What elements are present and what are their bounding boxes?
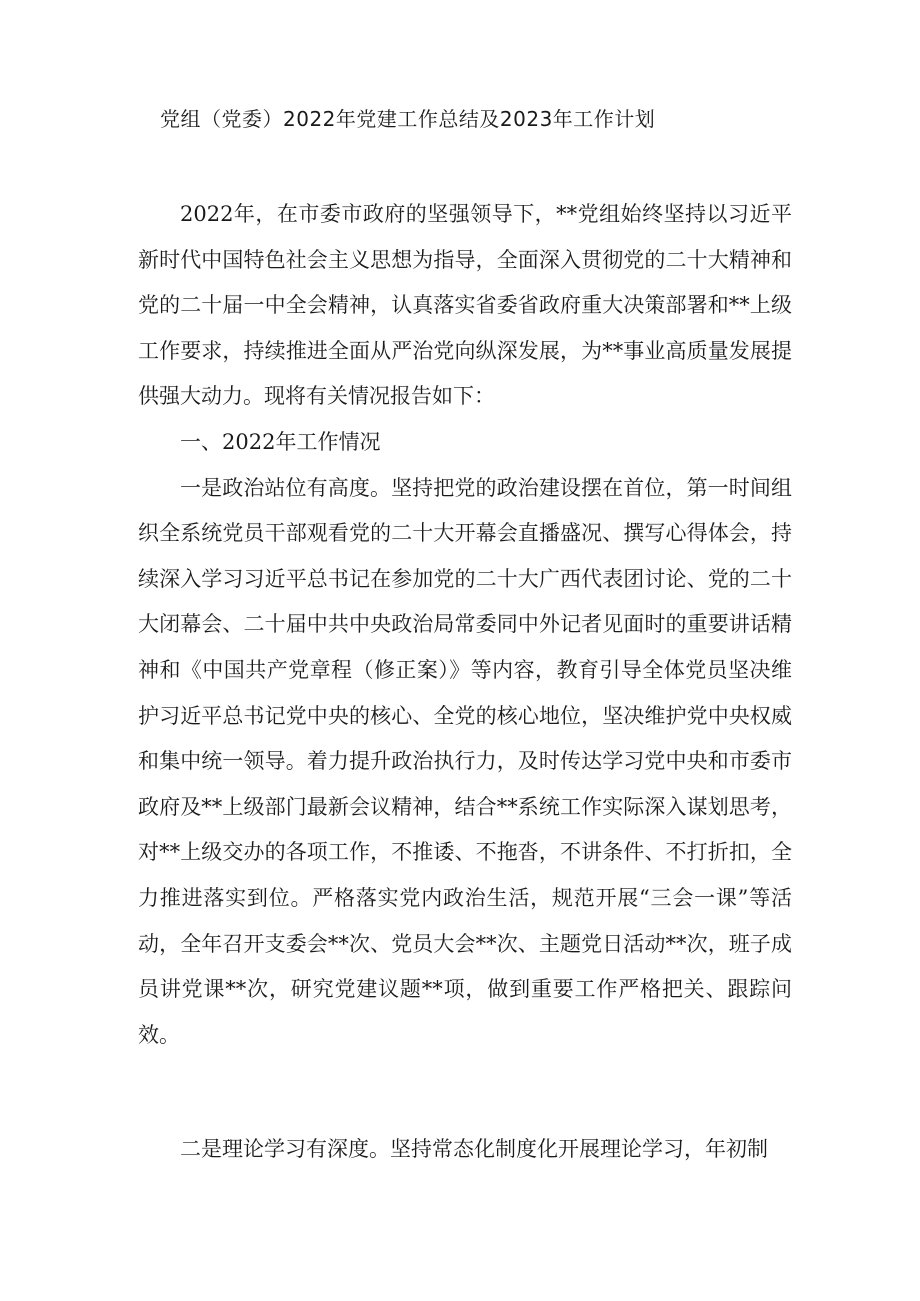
document-body <box>138 192 792 1058</box>
document-body-continued <box>138 1127 792 1173</box>
intro-paragraph: 2022年，在市委市政府的坚强领导下，**党组始终坚持以习近平新时代中国特色社会主义思想为指导，全面深入贯彻党的二十大精神和党的二十届一中全会精神，认真落实省委省政府重大决策部署和**上级工作要求，持续推进全面从严治党向纵深发展，为**事业高质量发展提供强大动力。现将有关情况报告如下： <box>138 202 792 409</box>
point-one-paragraph: 一是政治站位有高度。坚持把党的政治建设摆在首位，第一时间组织全系统党员干部观看党的二十大开幕会直播盛况、撰写心得体会，持续深入学习习近平总书记在参加党的二十大广西代表团讨论、党的二十大闭幕会、二十届中共中央政治局常委同中外记者见面时的重要讲话精神和《中国共产党章程（修正案）》等内容，教育引导全体党员坚决维护习近平总书记党中央的核心、全党的核心地位，坚决维护党中央权威和集中统一领导。着力提升政治执行力，及时传达学习党中央和市委市政府及**上级部门最新会议精神，结合**系统工作实际深入谋划思考，对**上级交办的各项工作，不推诿、不拖沓，不讲条件、不打折扣，全力推进落实到位。严格落实党内政治生活，规范开展“三会一课”等活动，全年召开支委会**次、党员大会**次、主题党日活动**次，班子成员讲党课**次，研究党建议题**项，做到重要工作严格把关、跟踪问效。 <box>138 475 792 1047</box>
point-two-paragraph: 二是理论学习有深度。坚持常态化制度化开展理论学习，年初制 <box>180 1137 768 1161</box>
section-heading: 一、2022年工作情况 <box>180 429 381 454</box>
document-title: 党组（党委）2022年党建工作总结及2023年工作计划 <box>160 107 656 131</box>
